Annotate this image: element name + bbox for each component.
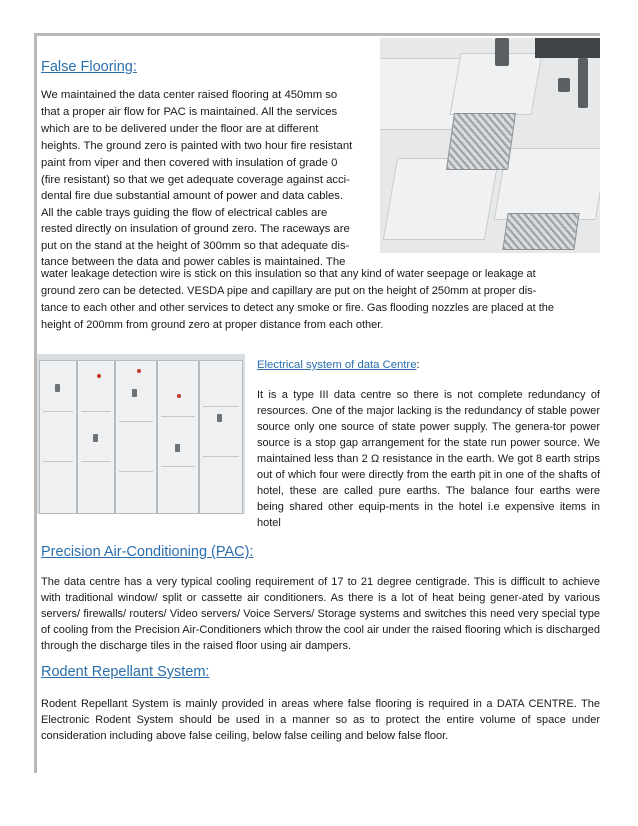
ff-line-3: which are to be delivered under the floor are at different	[41, 123, 319, 135]
pac-body: The data centre has a very typical cooling requirement of 17 to 21 degree centigrade. This is difficult to achieve with traditional window/ split or cassette air conditioners. As there is a lot of heat being gener-ated by various servers/ firewalls/ routers/ Video servers/ Voice Servers/ Storage systems and switches this need very special type of cooling from the Precision Air-Conditioners which throw the cool air under the raised flooring which is discharged through the discharge tiles in the raised floor using air dampers.	[41, 576, 600, 652]
electrical-body: It is a type III data centre so there is not complete redundancy of resources. One of the major lacking is the redundancy of stable power source only one source of state power supply. The genera-tor power source is a stop gap arrangement for the state run power source. We maintained less than 2 Ω resistance in the earth. We got 8 earth strips out of which four were directly from the earth pit in one of the shafts of hotel, these are called pure earths. The balance four earths were being shared other equip-ments in the hotel i.e expensive items in hotel	[257, 389, 600, 529]
false-flooring-heading: False Flooring:	[41, 59, 137, 75]
electrical-heading	[257, 359, 420, 371]
ff-line-2: that a proper air flow for PAC is maintained. All the services	[41, 106, 338, 118]
electrical-heading-link[interactable]: Electrical system of data Centre	[257, 359, 417, 371]
ff-line-8: All the cable trays guiding the flow of electrical cables are	[41, 207, 328, 219]
ff-line-1: We maintained the data center raised flooring at 450mm so	[41, 89, 338, 101]
rodent-heading: Rodent Repellant System:	[41, 664, 210, 680]
electrical-panel-photo	[37, 354, 245, 514]
ff-line-6: (fire resistant) so that we get adequate coverage against acci-	[41, 174, 350, 186]
ff-line-4: heights. The ground zero is painted with two hour fire resistant	[41, 140, 353, 152]
ff-wide-line-4: height of 200mm from ground zero at proper distance from each other.	[41, 319, 384, 331]
ff-line-10: put on the stand at the height of 300mm so that adequate dis-	[41, 240, 350, 252]
ff-line-5: paint from viper and then covered with insulation of grade 0	[41, 157, 338, 169]
ff-line-11: tance between the data and power cables is maintained. The	[41, 256, 346, 268]
ff-wide-line-3: tance to each other and other services to detect any smoke or fire. Gas flooding nozzles are placed at the	[41, 302, 555, 314]
page-frame-top	[34, 33, 600, 36]
raised-floor-photo	[380, 38, 600, 253]
electrical-heading-colon: :	[416, 359, 420, 371]
rodent-body: Rodent Repellant System is mainly provided in areas where false flooring is required in a DATA CENTRE. The Electronic Rodent System should be used in a manner so as to protect the entire volume of space under consideration including above false ceiling, below false ceiling and below false floor.	[41, 698, 600, 742]
ff-line-7: dental fire due substantial amount of power and data cables.	[41, 190, 344, 202]
ff-wide-line-1: water leakage detection wire is stick on this insulation so that any kind of water seepage or leakage at	[41, 268, 536, 280]
ff-wide-line-2: ground zero can be detected. VESDA pipe and capillary are put on the height of 250mm at proper dis-	[41, 285, 537, 297]
pac-heading: Precision Air-Conditioning (PAC):	[41, 544, 254, 560]
ff-line-9: rested directly on insulation of ground zero. The raceways are	[41, 223, 350, 235]
